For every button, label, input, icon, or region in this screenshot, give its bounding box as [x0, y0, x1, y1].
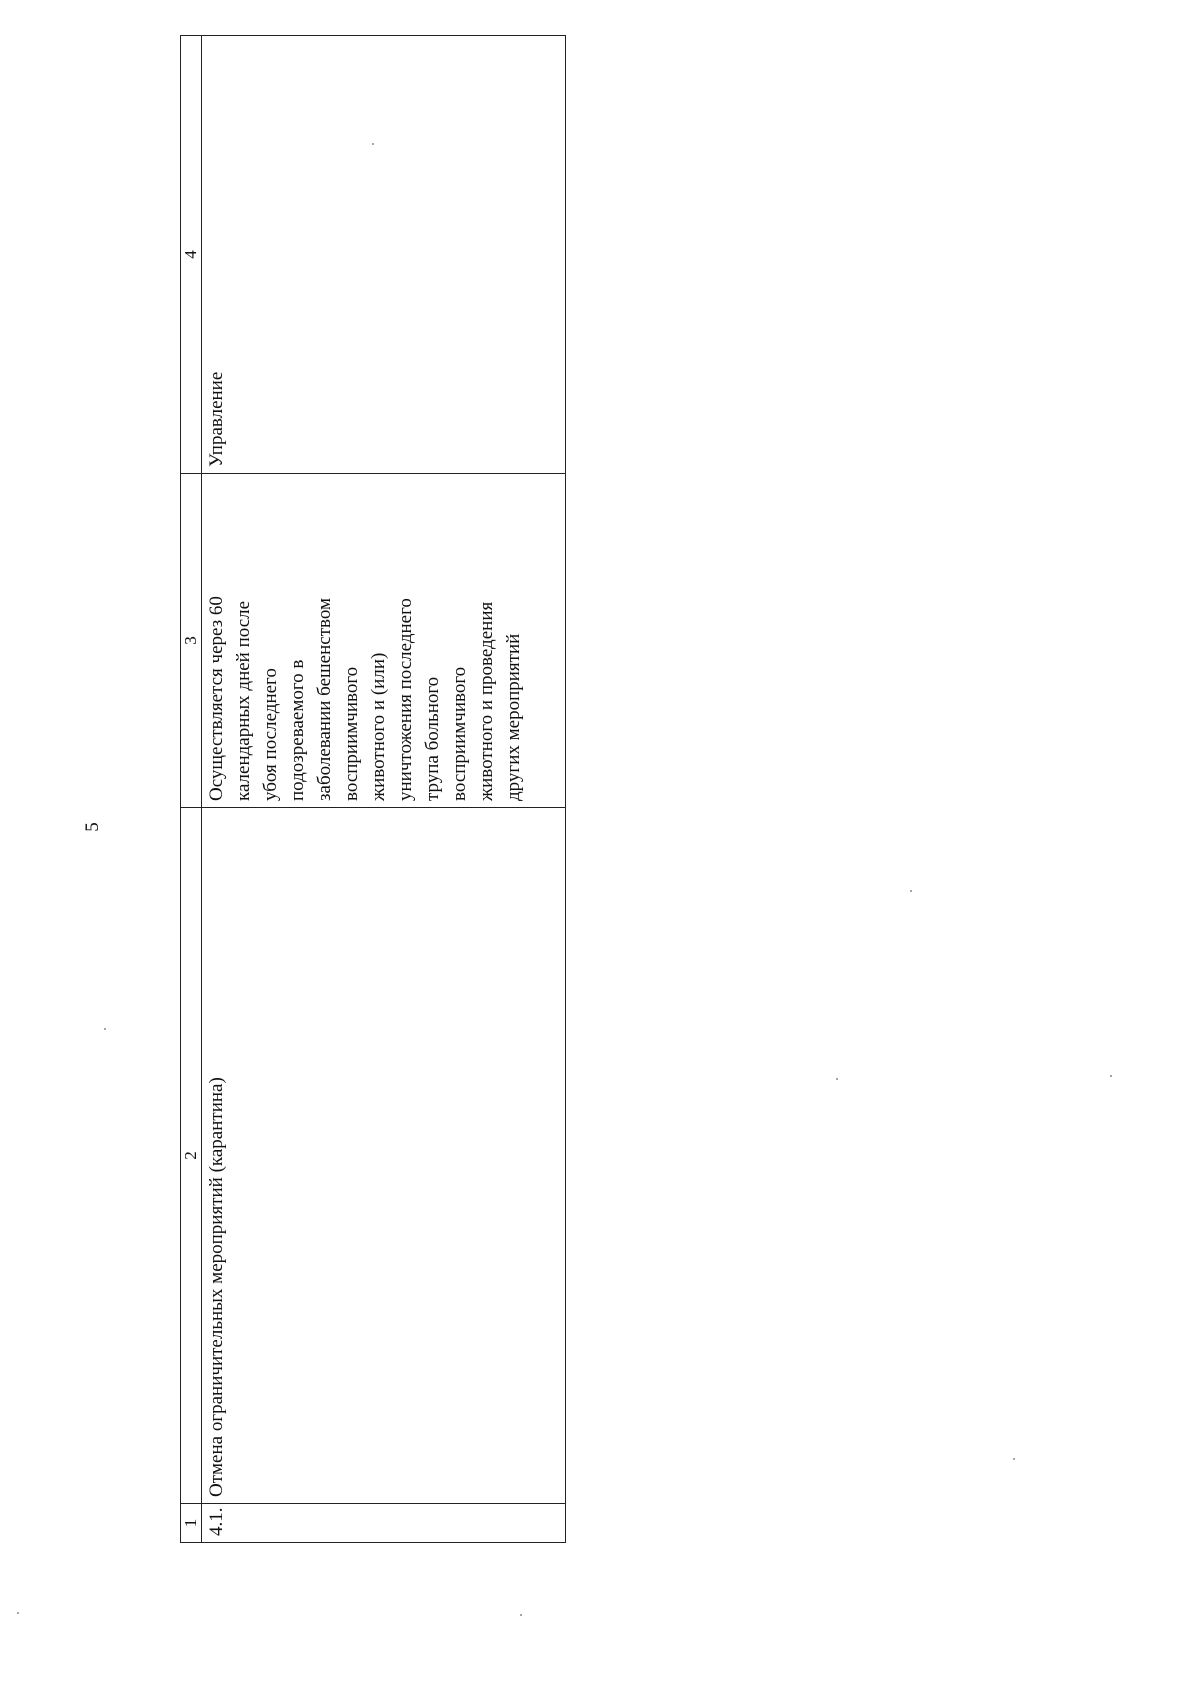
scan-speck [836, 1078, 838, 1080]
term-cell [202, 474, 566, 808]
measures-table-wrapper [180, 35, 566, 1543]
row-number: 4.1. [206, 1507, 227, 1536]
event-text: Отмена ограничительных мероприятий (карантина) [206, 1077, 227, 1497]
column-header-1: 1 [181, 1504, 202, 1543]
responsible-text: Управление [206, 371, 227, 467]
page-number: 5 [81, 822, 103, 832]
scan-speck [1110, 1075, 1112, 1077]
term-text: Осуществляется через 60 календарных дней после убоя последнего подозреваемого в заболевании бешенством восприимчивого животного и (или) уничтожения последнего трупа больного восприимчивого животного и проведения других мероприятий [206, 596, 524, 801]
responsible-cell [202, 36, 566, 474]
scan-speck [520, 1614, 522, 1616]
event-cell [202, 808, 566, 1504]
scan-speck [1013, 1458, 1015, 1460]
column-header-3: 3 [181, 474, 202, 808]
column-header-4: 4 [181, 36, 202, 474]
table-row [202, 36, 566, 1543]
scan-speck [910, 890, 912, 892]
scan-speck [104, 1028, 106, 1030]
measures-table [180, 35, 566, 1543]
scan-speck [372, 143, 374, 145]
column-header-2: 2 [181, 808, 202, 1504]
row-number-cell [202, 1504, 566, 1543]
scan-speck [17, 1612, 19, 1614]
table-header-row [181, 36, 202, 1543]
